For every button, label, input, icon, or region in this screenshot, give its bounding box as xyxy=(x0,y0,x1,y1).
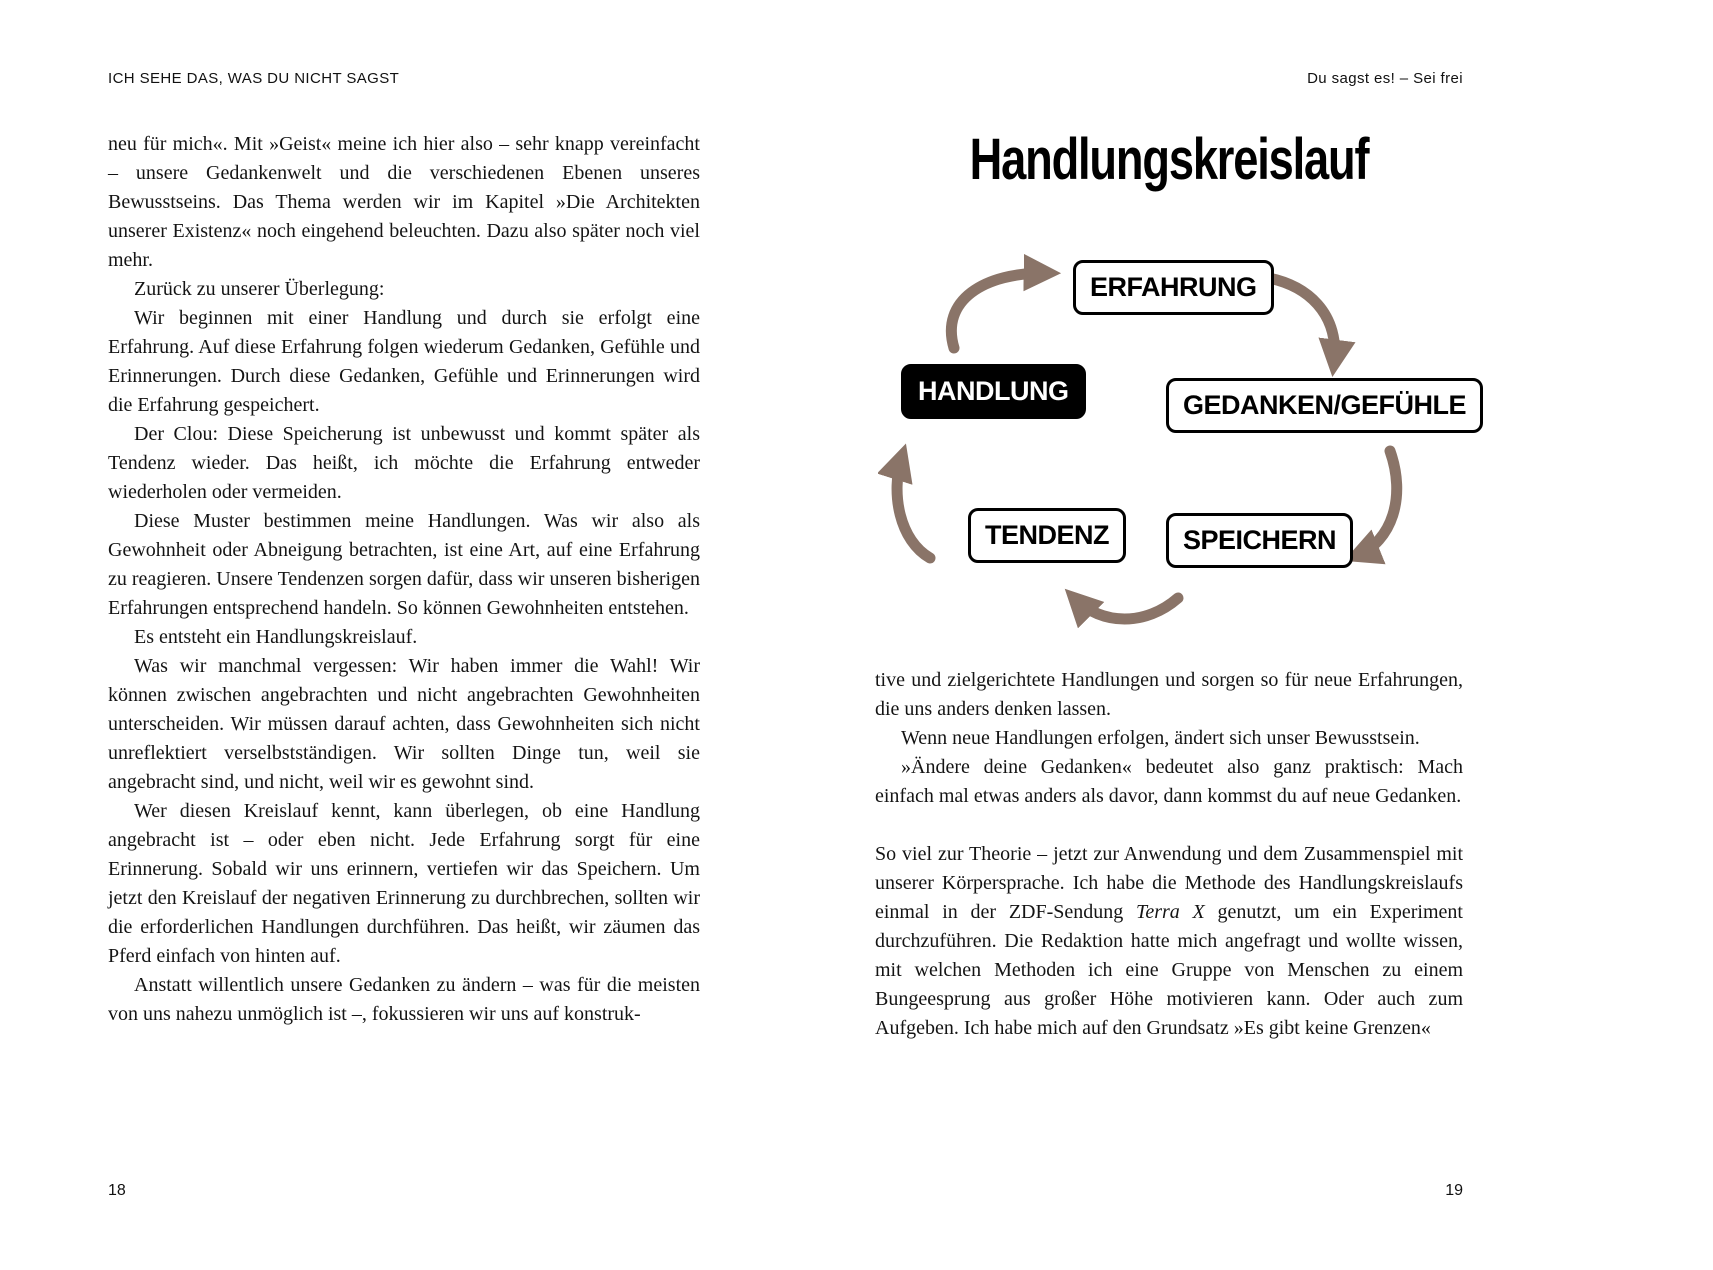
paragraph: Wer diesen Kreislauf kennt, kann überlegen, ob eine Handlung angebracht ist – oder eben nicht. Jede Erfahrung sorgt für eine Erinnerung. Sobald wir uns erinnern, vertiefen wir das Speichern. Um jetzt den Kreislauf der negativen Erinnerung zu durchbrechen, sollten wir die erforderlichen Handlungen durchführen. Das heißt, wir zäumen das Pferd einfach von hinten auf. xyxy=(108,800,700,967)
left-page-text-column xyxy=(108,130,700,1029)
paragraph: Diese Muster bestimmen meine Handlungen. Was wir also als Gewohnheit oder Abneigung betrachten, ist eine Art, auf eine Erfahrung zu reagieren. Unsere Tendenzen sorgen dafür, dass wir unseren bisherigen Erfahrungen entsprechend handeln. So können Gewohnheiten entstehen. xyxy=(108,510,700,619)
node-handlung: HANDLUNG xyxy=(901,364,1086,419)
show-title-italic: Terra X xyxy=(1136,901,1205,923)
paragraph: Zurück zu unserer Überlegung: xyxy=(134,278,385,300)
arrow-speichern-to-tendenz xyxy=(1074,598,1178,619)
right-running-header: Du sagst es! – Sei frei xyxy=(1307,70,1463,87)
node-speichern: SPEICHERN xyxy=(1166,513,1353,568)
paragraph-text: So viel zur Theorie – jetzt zur Anwendung und dem Zusammenspiel mit unserer Körpersprache. Ich habe die Methode des Handlungskreislaufs einmal in der ZDF-Sendung xyxy=(875,843,1463,923)
paragraph: Anstatt willentlich unsere Gedanken zu ändern – was für die meisten von uns nahezu unmöglich ist –, fokussieren wir uns auf konstruk- xyxy=(108,974,700,1025)
arrow-tendenz-to-handlung xyxy=(897,456,930,558)
paragraph: »Ändere deine Gedanken« bedeutet also ganz praktisch: Mach einfach mal etwas anders als davor, dann kommst du auf neue Gedanken. xyxy=(875,756,1463,807)
paragraph-text: genutzt, um ein Experiment durchzuführen. Die Redaktion hatte mich angefragt und wollte wissen, mit welchen Methoden ich eine Gruppe von Menschen zu einem Bungeesprung aus großer Höhe motivieren kann. Oder auch zum Aufgeben. Ich habe mich auf den Grundsatz »Es gibt keine Grenzen« xyxy=(875,901,1463,1039)
paragraph: Es entsteht ein Handlungskreislauf. xyxy=(134,626,418,648)
paragraph: Wenn neue Handlungen erfolgen, ändert sich unser Bewusstsein. xyxy=(901,727,1420,749)
handlungskreislauf-diagram xyxy=(878,246,1467,650)
node-gedanken-gefuehle: GEDANKEN/GEFÜHLE xyxy=(1166,378,1483,433)
paragraph: tive und zielgerichtete Handlungen und sorgen so für neue Erfahrungen, die uns anders denken lassen. xyxy=(875,669,1463,720)
left-running-header: ICH SEHE DAS, WAS DU NICHT SAGST xyxy=(108,70,400,87)
right-page-number: 19 xyxy=(1445,1182,1463,1199)
paragraph: Der Clou: Diese Speicherung ist unbewusst und kommt später als Tendenz wieder. Das heißt, ich möchte die Erfahrung entweder wiederholen oder vermeiden. xyxy=(108,423,700,503)
left-page-number: 18 xyxy=(108,1182,126,1199)
node-erfahrung: ERFAHRUNG xyxy=(1073,260,1274,315)
paragraph xyxy=(875,840,1463,1043)
arrow-handlung-to-erfahrung xyxy=(951,273,1048,348)
paragraph: Was wir manchmal vergessen: Wir haben immer die Wahl! Wir können zwischen angebrachten und nicht angebrachten Gewohnheiten unterscheiden. Wir müssen darauf achten, dass Gewohnheiten sich nicht unreflektiert verselbstständigen. Wir sollten Dinge tun, weil sie angebracht sind, und nicht, weil wir es gewohnt sind. xyxy=(108,655,700,793)
node-tendenz: TENDENZ xyxy=(968,508,1126,563)
paragraph: neu für mich«. Mit »Geist« meine ich hier also – sehr knapp vereinfacht – unsere Gedankenwelt und die verschiedenen Ebenen unseres Bewusstseins. Das Thema werden wir im Kapitel »Die Architekten unserer Existenz« noch eingehend beleuchten. Dazu also später noch viel mehr. xyxy=(108,133,700,271)
paragraph: Wir beginnen mit einer Handlung und durch sie erfolgt eine Erfahrung. Auf diese Erfahrung folgen wiederum Gedanken, Gefühle und Erinnerungen. Durch diese Gedanken, Gefühle und Erinnerungen wird die Erfahrung gespeichert. xyxy=(108,307,700,416)
arrow-gedanken-to-speichern xyxy=(1356,451,1397,556)
chapter-title: Handlungskreislauf xyxy=(969,127,1369,192)
right-page-text-column xyxy=(875,666,1463,1043)
